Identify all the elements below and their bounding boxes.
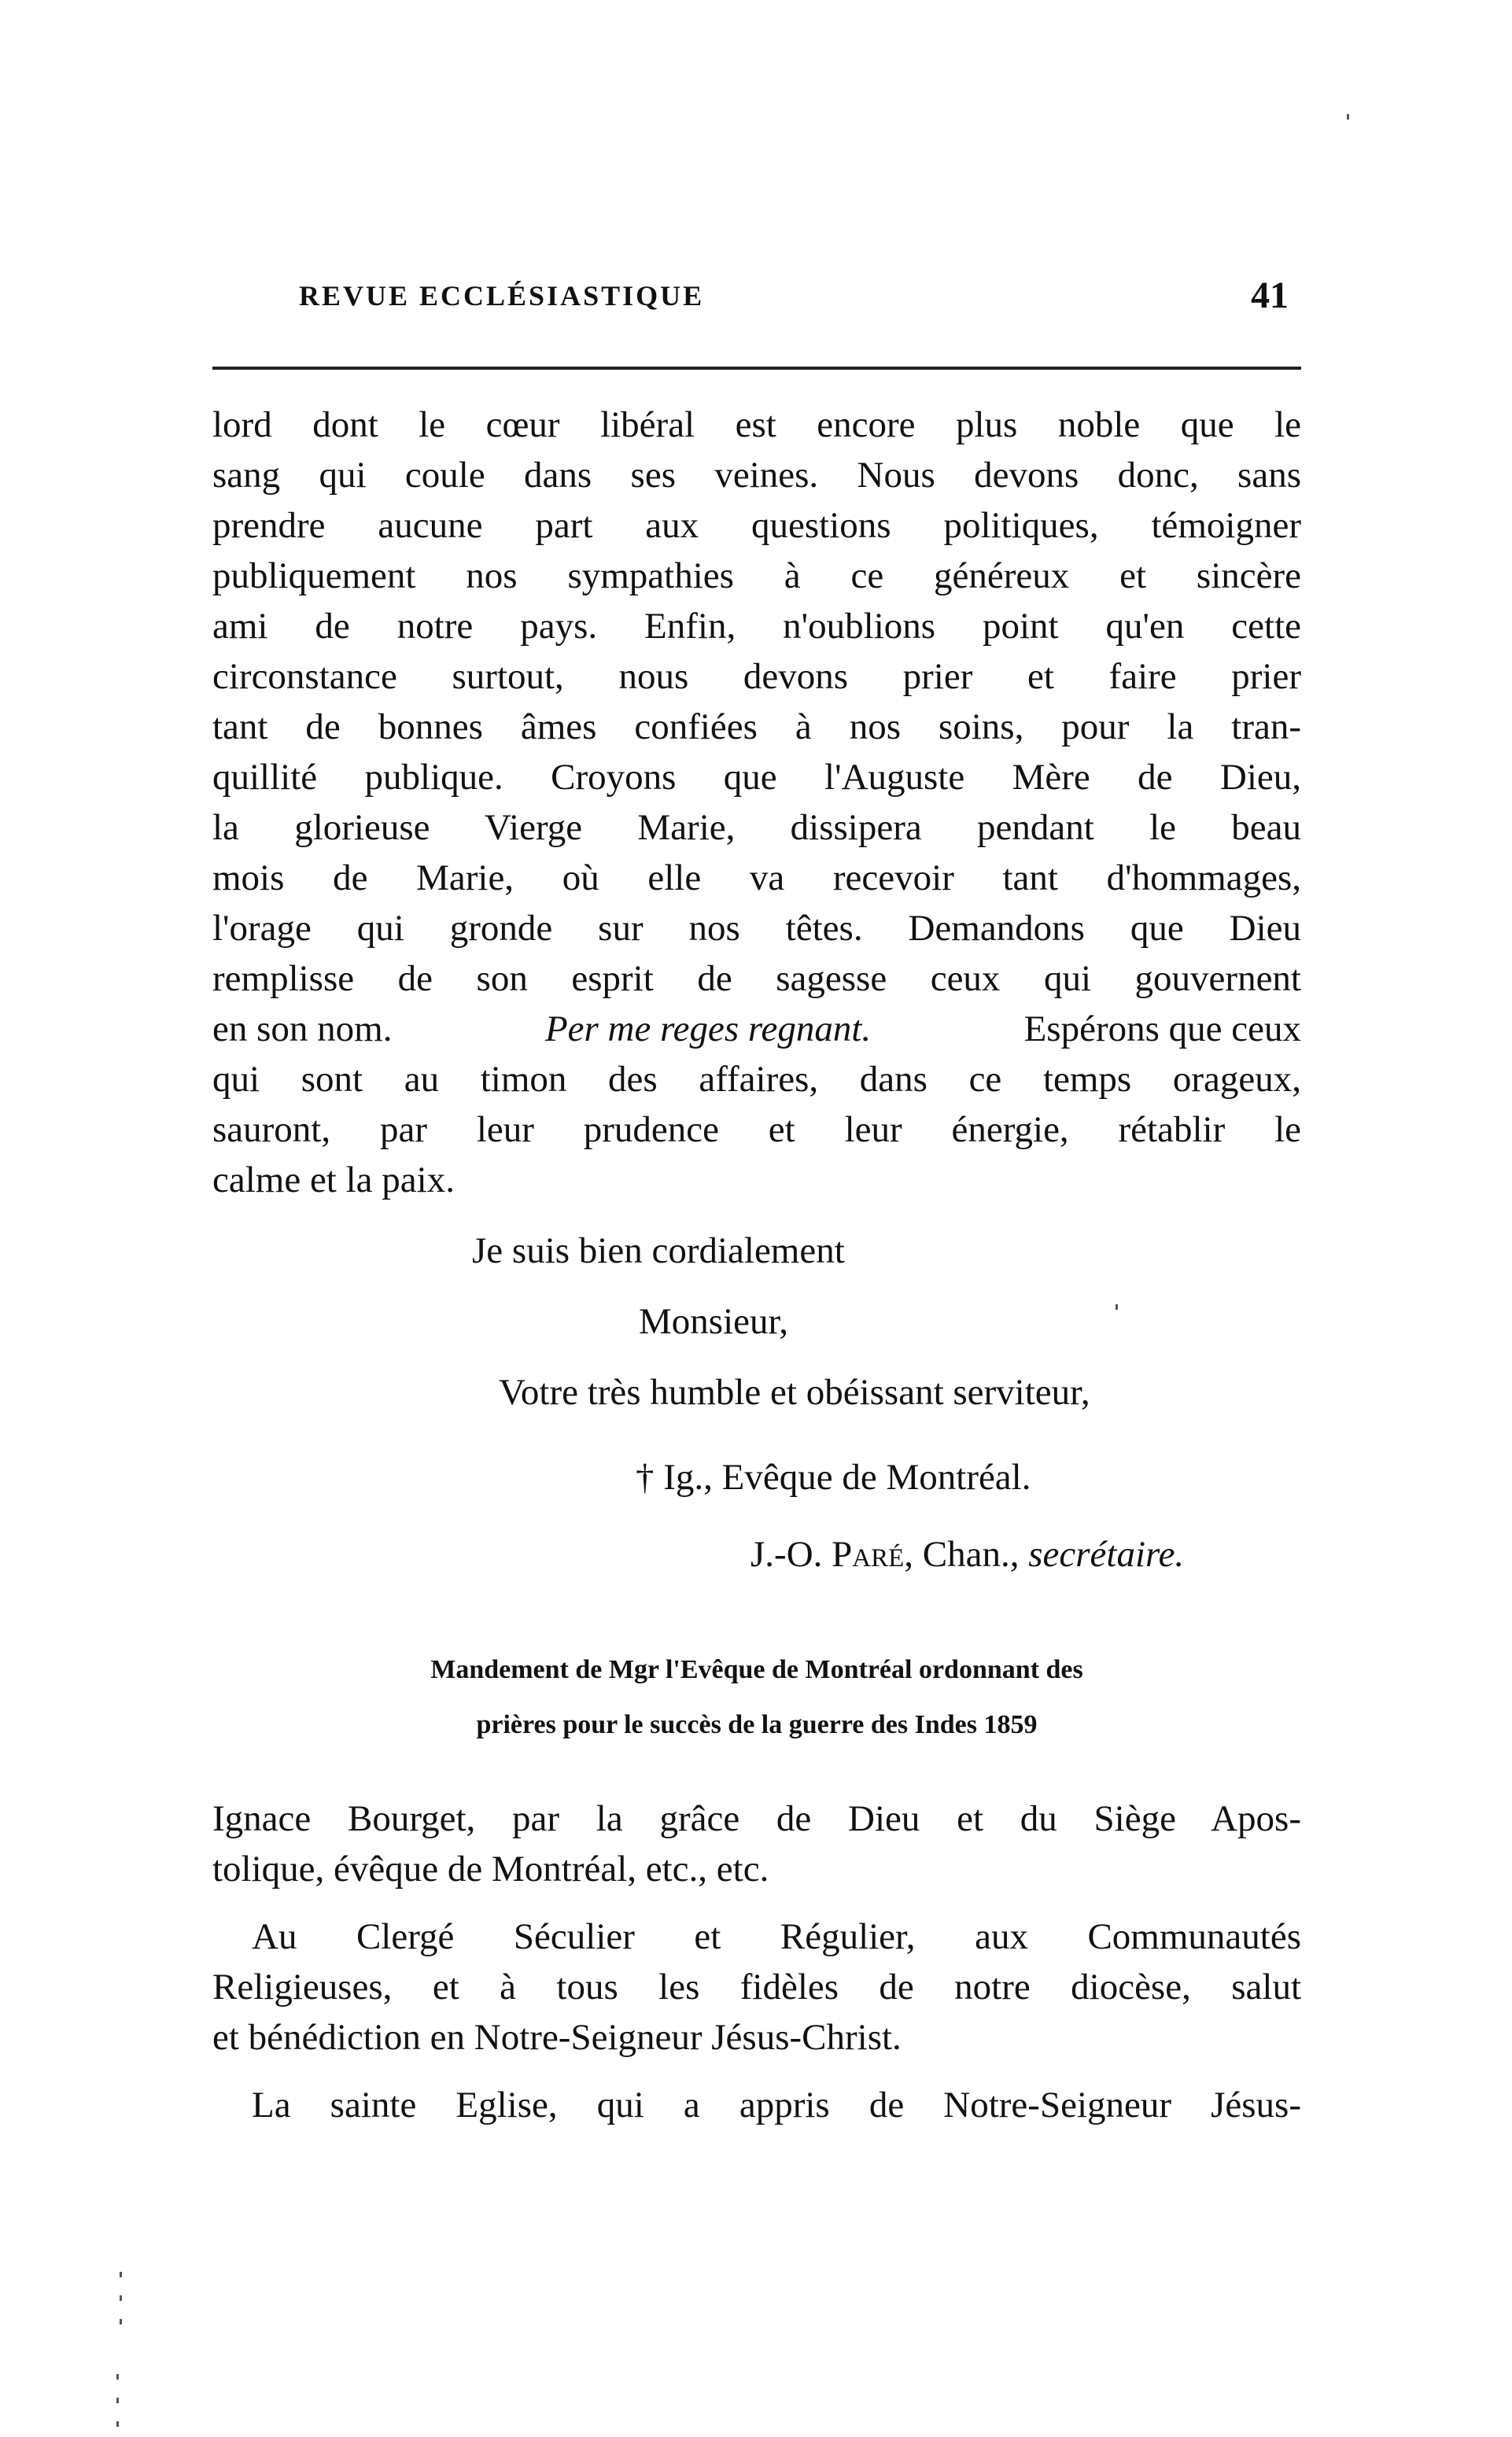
mandement-heading-line2: prières pour le succès de la guerre des Indes 1859	[476, 1710, 1038, 1739]
mandement-heading-line1: Mandement de Mgr l'Evêque de Montréal ordonnant des	[430, 1655, 1083, 1684]
secretary-title: Chan.,	[922, 1534, 1020, 1575]
letter-line-latin	[212, 1005, 1301, 1053]
letter-line: tant de bonnes âmes confiées à nos soins, pour la tran-	[212, 706, 1301, 747]
closing-servant: Votre très humble et obéissant serviteur,	[499, 1372, 1090, 1413]
letter-line: lord dont le cœur libéral est encore plus noble que le	[212, 404, 1301, 445]
closing-salutation: Je suis bien cordialement	[472, 1230, 845, 1271]
letter-line: calme et la paix.	[212, 1160, 455, 1200]
letter-line: circonstance surtout, nous devons prier et faire prier	[212, 656, 1301, 697]
letter-line: l'orage qui gronde sur nos têtes. Demandons que Dieu	[212, 908, 1301, 949]
letter-line: quillité publique. Croyons que l'Auguste Mère de Dieu,	[212, 757, 1301, 798]
letter-line: publiquement nos sympathies à ce généreux et sincère	[212, 555, 1301, 596]
scan-speck	[120, 2295, 122, 2301]
scan-speck	[1347, 114, 1349, 120]
letter-line: mois de Marie, où elle va recevoir tant d'hommages,	[212, 857, 1301, 898]
secretary-role: secrétaire.	[1028, 1534, 1185, 1575]
letter-line: prendre aucune part aux questions politiques, témoigner	[212, 505, 1301, 546]
letter-line: sauront, par leur prudence et leur énergie, rétablir le	[212, 1109, 1301, 1150]
latin-quote: Per me reges regnant.	[544, 1008, 872, 1049]
mandement-line: tolique, évêque de Montréal, etc., etc.	[212, 1849, 769, 1890]
scan-speck	[116, 2374, 119, 2380]
letter-line: sang qui coule dans ses veines. Nous devons donc, sans	[212, 455, 1301, 496]
scan-speck	[120, 2319, 122, 2325]
page-number: 41	[1251, 275, 1289, 316]
letter-line: qui sont au timon des affaires, dans ce temps orageux,	[212, 1059, 1301, 1100]
mandement-line: Au Clergé Séculier et Régulier, aux Communautés	[252, 1916, 1301, 1957]
running-header-title: REVUE ECCLÉSIASTIQUE	[299, 280, 705, 312]
mandement-line: La sainte Eglise, qui a appris de Notre-Seigneur Jésus-	[252, 2085, 1301, 2125]
scan-speck	[120, 2272, 122, 2277]
scan-speck	[116, 2421, 119, 2427]
letter-line: remplisse de son esprit de sagesse ceux qui gouvernent	[212, 958, 1301, 999]
scan-speck	[1116, 1304, 1118, 1310]
closing-secretary	[750, 1531, 1184, 1578]
letter-line-start: en son nom.	[212, 1008, 393, 1049]
letter-line-end: Espérons que ceux	[1023, 1008, 1301, 1049]
header-rule	[212, 367, 1301, 370]
scan-speck	[116, 2398, 119, 2403]
closing-address: Monsieur,	[639, 1301, 789, 1342]
mandement-line: et bénédiction en Notre-Seigneur Jésus-Christ.	[212, 2017, 902, 2058]
closing-bishop-signature: † Ig., Evêque de Montréal.	[636, 1457, 1031, 1498]
mandement-line: Religieuses, et à tous les fidèles de notre diocèse, salut	[212, 1967, 1301, 2007]
secretary-name: J.-O. Paré,	[750, 1534, 914, 1575]
letter-line: ami de notre pays. Enfin, n'oublions point qu'en cette	[212, 606, 1301, 647]
letter-line: la glorieuse Vierge Marie, dissipera pendant le beau	[212, 807, 1301, 848]
mandement-line: Ignace Bourget, par la grâce de Dieu et du Siège Apos-	[212, 1798, 1301, 1839]
